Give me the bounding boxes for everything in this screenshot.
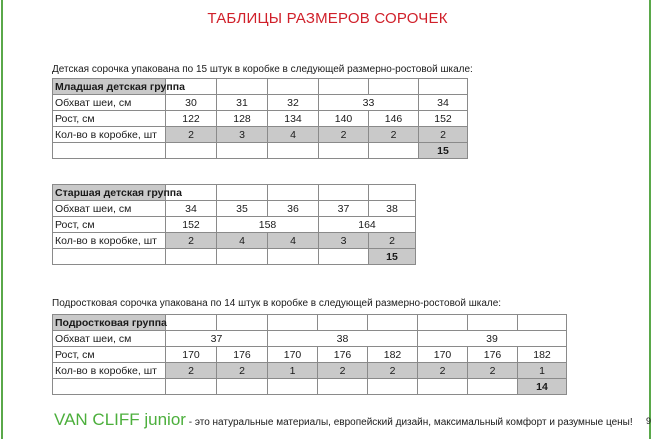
height-cell: 176 — [217, 347, 268, 363]
table-teen — [52, 314, 567, 395]
table-senior — [52, 184, 416, 265]
qty-cell: 4 — [217, 233, 268, 249]
qty-cell: 1 — [518, 363, 567, 379]
qty-cell: 2 — [468, 363, 518, 379]
neck-cell: 34 — [419, 95, 468, 111]
group-title: Подростковая группа — [53, 315, 166, 331]
total-cell: 15 — [419, 143, 468, 159]
neck-cell: 32 — [268, 95, 319, 111]
table-row — [53, 79, 468, 95]
neck-cell: 38 — [369, 201, 416, 217]
brand-slogan: - это натуральные материалы, европейский дизайн, максимальный комфорт и разумные цены! — [185, 417, 633, 428]
page-title: ТАБЛИЦЫ РАЗМЕРОВ СОРОЧЕК — [207, 10, 448, 27]
table-row — [53, 111, 468, 127]
intro-text-teen: Подростковая сорочка упакована по 14 штук в коробке в следующей размерно-ростовой шкале: — [52, 298, 502, 309]
neck-cell: 30 — [166, 95, 217, 111]
height-cell: 152 — [419, 111, 468, 127]
height-cell: 140 — [319, 111, 369, 127]
row-label-height: Рост, см — [53, 217, 166, 233]
qty-cell: 2 — [318, 363, 368, 379]
height-cell: 170 — [418, 347, 468, 363]
neck-cell: 37 — [166, 331, 268, 347]
height-cell: 170 — [268, 347, 318, 363]
row-label-neck: Обхват шеи, см — [53, 331, 166, 347]
table-row — [53, 379, 567, 395]
qty-cell: 2 — [418, 363, 468, 379]
table-row — [53, 201, 416, 217]
neck-cell: 34 — [166, 201, 217, 217]
table-row — [53, 185, 416, 201]
group-title: Младшая детская группа — [53, 79, 166, 95]
qty-cell: 2 — [319, 127, 369, 143]
group-title: Старшая детская группа — [53, 185, 166, 201]
row-label-neck: Обхват шеи, см — [53, 201, 166, 217]
qty-cell: 2 — [368, 363, 418, 379]
height-cell: 122 — [166, 111, 217, 127]
neck-cell: 33 — [319, 95, 419, 111]
table-row — [53, 143, 468, 159]
intro-text-children: Детская сорочка упакована по 15 штук в коробке в следующей размерно-ростовой шкале: — [52, 64, 473, 75]
neck-cell: 35 — [217, 201, 268, 217]
qty-cell: 3 — [319, 233, 369, 249]
qty-cell: 4 — [268, 233, 319, 249]
neck-cell: 39 — [418, 331, 567, 347]
height-cell: 152 — [166, 217, 217, 233]
qty-cell: 2 — [166, 363, 217, 379]
height-cell: 176 — [318, 347, 368, 363]
height-cell: 170 — [166, 347, 217, 363]
table-junior — [52, 78, 468, 159]
neck-cell: 38 — [268, 331, 418, 347]
table-row — [53, 127, 468, 143]
brand-name: VAN CLIFF junior — [54, 410, 186, 429]
qty-cell: 3 — [217, 127, 268, 143]
row-label-neck: Обхват шеи, см — [53, 95, 166, 111]
height-cell: 182 — [518, 347, 567, 363]
table-row — [53, 363, 567, 379]
table-row — [53, 315, 567, 331]
row-label-height: Рост, см — [53, 111, 166, 127]
height-cell: 182 — [368, 347, 418, 363]
table-row — [53, 217, 416, 233]
height-cell: 158 — [217, 217, 319, 233]
table-row — [53, 95, 468, 111]
qty-cell: 2 — [369, 233, 416, 249]
qty-cell: 4 — [268, 127, 319, 143]
height-cell: 146 — [369, 111, 419, 127]
height-cell: 134 — [268, 111, 319, 127]
height-cell: 128 — [217, 111, 268, 127]
qty-cell: 2 — [369, 127, 419, 143]
footer — [54, 410, 633, 430]
table-row — [53, 331, 567, 347]
row-label-height: Рост, см — [53, 347, 166, 363]
table-row — [53, 347, 567, 363]
qty-cell: 1 — [268, 363, 318, 379]
height-cell: 176 — [468, 347, 518, 363]
row-label-qty: Кол-во в коробке, шт — [53, 233, 166, 249]
table-row — [53, 233, 416, 249]
qty-cell: 2 — [217, 363, 268, 379]
height-cell: 164 — [319, 217, 416, 233]
neck-cell: 37 — [319, 201, 369, 217]
neck-cell: 31 — [217, 95, 268, 111]
total-cell: 15 — [369, 249, 416, 265]
qty-cell: 2 — [166, 233, 217, 249]
table-row — [53, 249, 416, 265]
qty-cell: 2 — [166, 127, 217, 143]
total-cell: 14 — [518, 379, 567, 395]
row-label-qty: Кол-во в коробке, шт — [53, 363, 166, 379]
neck-cell: 36 — [268, 201, 319, 217]
qty-cell: 2 — [419, 127, 468, 143]
row-label-qty: Кол-во в коробке, шт — [53, 127, 166, 143]
page-number: 9 — [645, 416, 651, 426]
